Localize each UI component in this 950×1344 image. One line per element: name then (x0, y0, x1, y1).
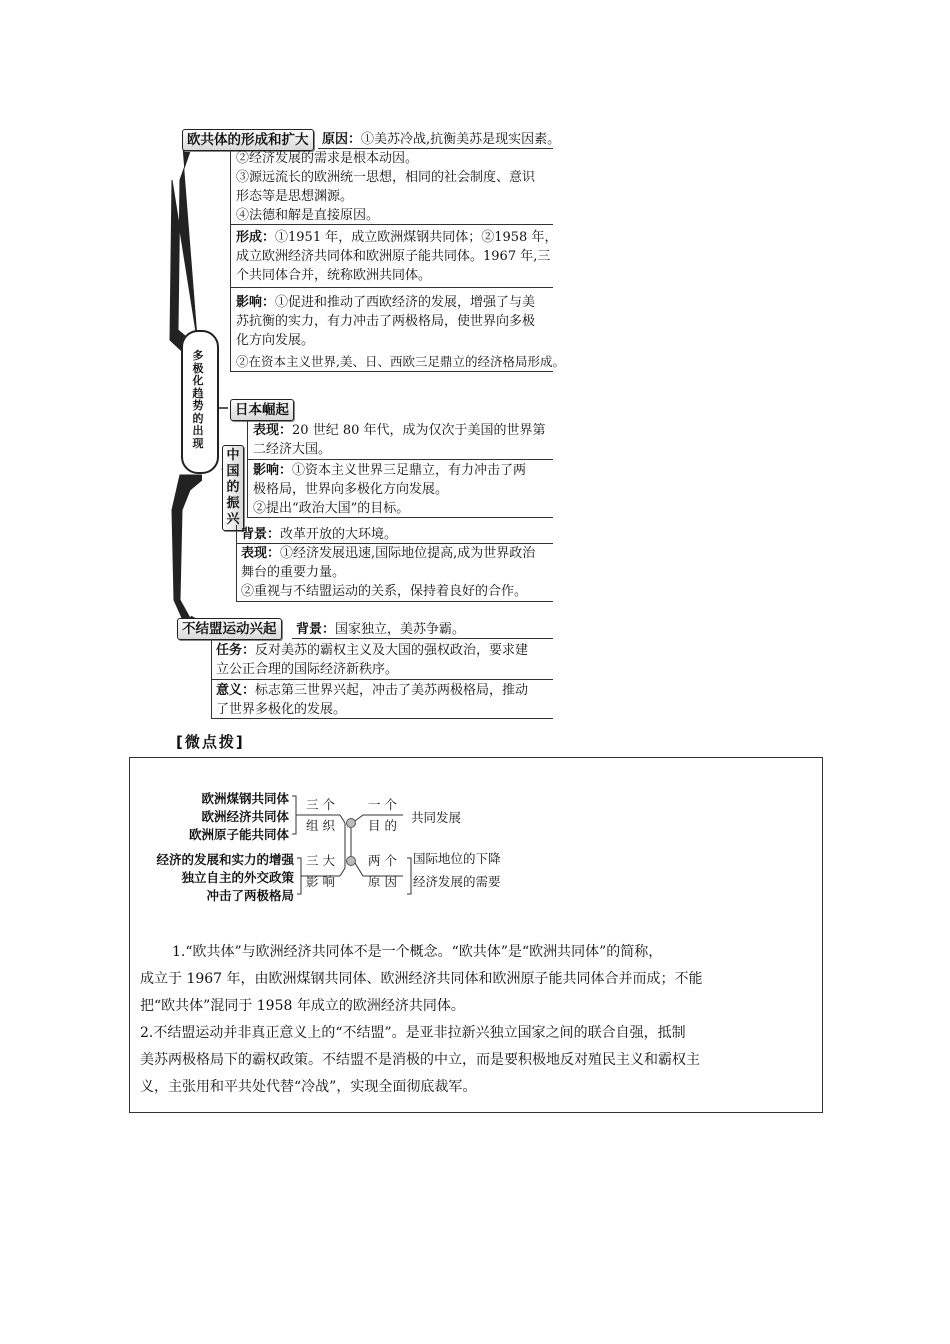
mini-left-bottom-1: 经济的发展和实力的增强 (156, 852, 294, 867)
nam-sep-1 (211, 679, 553, 680)
ec-sep-3 (230, 371, 553, 372)
china-perf-2: 舞台的重要力量。 (241, 565, 346, 580)
nam-sep-0 (292, 638, 553, 639)
note-2b: 美苏两极格局下的霸权政策。不结盟不是消极的中立，而是要积极地反对殖民主义和霸权主 (140, 1052, 700, 1068)
ec-formation: 形成：①1951 年，成立欧洲煤钢共同体；②1958 年， (236, 230, 558, 245)
note-1c: 把“欧共体”混同于 1958 年成立的欧洲经济共同体。 (140, 998, 465, 1014)
mini-cause-2: 经济发展的需要 (413, 874, 501, 889)
china-bg: 背景：改革开放的大环境。 (241, 527, 398, 542)
japan-title: 日本崛起 (230, 399, 294, 421)
china-perf-3: ②重视与不结盟运动的关系，保持着良好的合作。 (241, 584, 528, 599)
ec-bracket (230, 150, 231, 372)
ec-sep-1 (230, 224, 553, 225)
ec-impact-2: 苏抗衡的实力，有力冲击了两极格局，使世界向多极 (236, 314, 536, 329)
japan-impact: 影响：①资本主义世界三足鼎立，有力冲击了两 (253, 463, 527, 478)
note-1b: 成立于 1967 年，由欧洲煤钢共同体、欧洲经济共同体和欧洲原子能共同体合并而成；不能 (140, 971, 703, 987)
nam-meaning: 意义：标志第三世界兴起，冲击了美苏两极格局，推动 (216, 683, 529, 698)
ec-impact-4: ②在资本主义世界,美、日、西欧三足鼎立的经济格局形成。 (236, 354, 565, 369)
ec-reason-2: ②经济发展的需求是根本动因。 (236, 151, 419, 166)
ec-reason: 原因：①美苏冷战,抗衡美苏是现实因素。 (322, 132, 561, 147)
japan-perf-2: 二经济大国。 (253, 442, 332, 457)
center-title: 多 极 化 趋 势 的 出 现 (192, 349, 204, 450)
nam-task-2: 立公正合理的国际经济新秩序。 (216, 662, 399, 677)
japan-impact-2: 极格局，世界向多极化方向发展。 (253, 482, 449, 497)
japan-bracket (247, 420, 248, 517)
note-1: 1.“欧共体”与欧洲经济共同体不是一个概念。“欧共体”是“欧洲共同体”的简称， (172, 944, 663, 960)
tip-box (129, 757, 823, 1113)
mini-left-bottom-3: 冲击了两极格局 (206, 888, 294, 903)
tip-title: [微点拨] (176, 733, 245, 751)
china-title: 中 国 的 振 兴 (222, 445, 244, 531)
mini-right-top-2: 目 的 (368, 818, 397, 833)
ec-formation-3: 个共同体合并，统称欧洲共同体。 (236, 268, 432, 283)
ec-formation-2: 成立欧洲经济共同体和欧洲原子能共同体。1967 年,三 (236, 249, 551, 264)
mini-mid-bottom-1: 三 大 (306, 853, 335, 868)
ec-impact-3: 化方向发展。 (236, 333, 315, 348)
nam-task: 任务：反对美苏的霸权主义及大国的强权政治，要求建 (216, 643, 529, 658)
ec-sep-2 (230, 287, 553, 288)
china-bracket (236, 525, 237, 602)
mini-left-bottom-2: 独立自主的外交政策 (181, 870, 294, 885)
ec-title: 欧共体的形成和扩大 (182, 129, 314, 151)
mini-right-bottom-1: 两 个 (368, 853, 397, 868)
mini-right-bottom-2: 原 因 (368, 874, 397, 889)
mini-right-top-1: 一 个 (368, 797, 397, 812)
ec-reason-3: ③源远流长的欧洲统一思想，相同的社会制度、意识 (236, 170, 536, 185)
mini-left-top-3: 欧洲原子能共同体 (188, 827, 289, 842)
note-2c: 义，主张用和平共处代替“冷战”，实现全面彻底裁军。 (140, 1079, 477, 1095)
mini-goal: 共同发展 (411, 810, 462, 825)
nam-sep-2 (211, 718, 553, 719)
ec-impact: 影响：①促进和推动了西欧经济的发展，增强了与美 (236, 295, 536, 310)
ec-reason-5: ④法德和解是直接原因。 (236, 208, 380, 223)
note-2: 2.不结盟运动并非真正意义上的“不结盟”。是亚非拉新兴独立国家之间的联合自强，抵制 (140, 1025, 686, 1041)
mini-left-top-2: 欧洲经济共同体 (201, 809, 289, 824)
mini-left-top-1: 欧洲煤钢共同体 (201, 791, 289, 806)
mini-cause-1: 国际地位的下降 (413, 851, 501, 866)
mini-mid-top-2: 组 织 (306, 818, 335, 833)
china-sep-2 (236, 601, 553, 602)
nam-meaning-2: 了世界多极化的发展。 (216, 702, 347, 717)
mini-mid-top-1: 三 个 (306, 797, 335, 812)
japan-impact-3: ②提出“政治大国”的目标。 (253, 501, 410, 516)
japan-perf: 表现：20 世纪 80 年代，成为仅次于美国的世界第 (253, 423, 546, 438)
nam-bg: 背景：国家独立，美苏争霸。 (296, 622, 466, 637)
nam-title: 不结盟运动兴起 (177, 618, 282, 640)
mini-mid-bottom-2: 影 响 (306, 874, 335, 889)
china-perf: 表现：①经济发展迅速,国际地位提高,成为世界政治 (241, 546, 536, 561)
ec-reason-4: 形态等是思想渊源。 (236, 189, 354, 204)
japan-sep-1 (247, 459, 553, 460)
japan-sep-2 (247, 517, 553, 518)
